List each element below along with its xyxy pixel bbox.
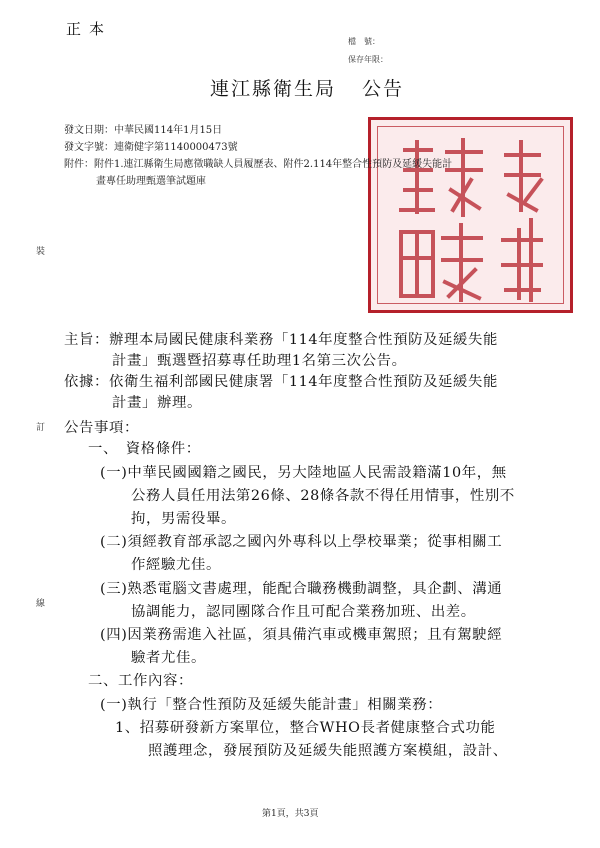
- document-title: [210, 74, 404, 101]
- qualification-2-line-1: (二)須經教育部承認之國內外專科以上學校畢業；從事相關工: [100, 534, 503, 550]
- page-number: 第1頁，共3頁: [262, 809, 319, 819]
- notice-heading: 公告事項：: [64, 420, 139, 436]
- file-number-label: 檔 號：: [348, 37, 380, 46]
- qualification-4-line-2: 驗者尤佳。: [131, 650, 206, 666]
- attachment-line-1: 附件：附件1.連江縣衛生局應徵職缺人員履歷表、附件2.114年整合性預防及延緩失能計: [64, 159, 453, 170]
- qualification-4-line-1: (四)因業務需進入社區，須具備汽車或機車駕照；且有駕駛經: [100, 627, 503, 643]
- cut-line-mark: 線: [36, 599, 46, 609]
- qualification-2-line-2: 作經驗尤佳。: [131, 557, 221, 573]
- qualification-3-line-2: 協調能力，認同團隊合作且可配合業務加班、出差。: [131, 604, 476, 620]
- official-seal: [368, 117, 573, 313]
- binding-mark: 裝: [36, 247, 46, 257]
- attachment-line-2: 畫專任助理甄選筆試題庫: [96, 176, 206, 187]
- retention-label: 保存年限：: [348, 55, 388, 64]
- agency-name: 連江縣衛生局: [210, 78, 337, 100]
- qualification-1-line-3: 拘，男需役畢。: [131, 511, 236, 527]
- document-type: 公告: [362, 78, 405, 100]
- qualification-1-line-1: (一)中華民國國籍之國民，另大陸地區人民需設籍滿10年，無: [100, 465, 507, 481]
- subject-line-1: 主旨：辦理本局國民健康科業務「114年度整合性預防及延緩失能: [64, 332, 499, 348]
- subject-line-2: 計畫」甄選暨招募專任助理1名第三次公告。: [112, 353, 407, 369]
- basis-line-1: 依據：依衛生福利部國民健康署「114年度整合性預防及延緩失能: [64, 374, 499, 390]
- qualification-1-line-2: 公務人員任用法第26條、28條各款不得任用情事，性別不: [131, 488, 515, 504]
- issue-number: 發文字號：連衛健字第1140000473號: [64, 142, 238, 153]
- seal-glyph-strokes: [371, 120, 576, 316]
- issue-date: 發文日期：中華民國114年1月15日: [64, 125, 223, 136]
- qualification-3-line-1: (三)熟悉電腦文書處理，能配合職務機動調整，具企劃、溝通: [100, 581, 503, 597]
- duty-1: (一)執行「整合性預防及延緩失能計畫」相關業務：: [100, 697, 443, 713]
- duty-1-item-1-line-2: 照護理念，發展預防及延緩失能照護方案模組，設計、: [148, 743, 508, 759]
- basis-line-2: 計畫」辦理。: [112, 395, 202, 411]
- qualifications-heading: 一、 資格條件：: [88, 441, 201, 457]
- duties-heading: 二、工作內容：: [88, 673, 193, 689]
- copy-mark: 正本: [66, 20, 113, 38]
- duty-1-item-1-line-1: 1、招募研發新方案單位，整合WHO長者健康整合式功能: [115, 720, 496, 736]
- staple-mark: 訂: [36, 423, 46, 433]
